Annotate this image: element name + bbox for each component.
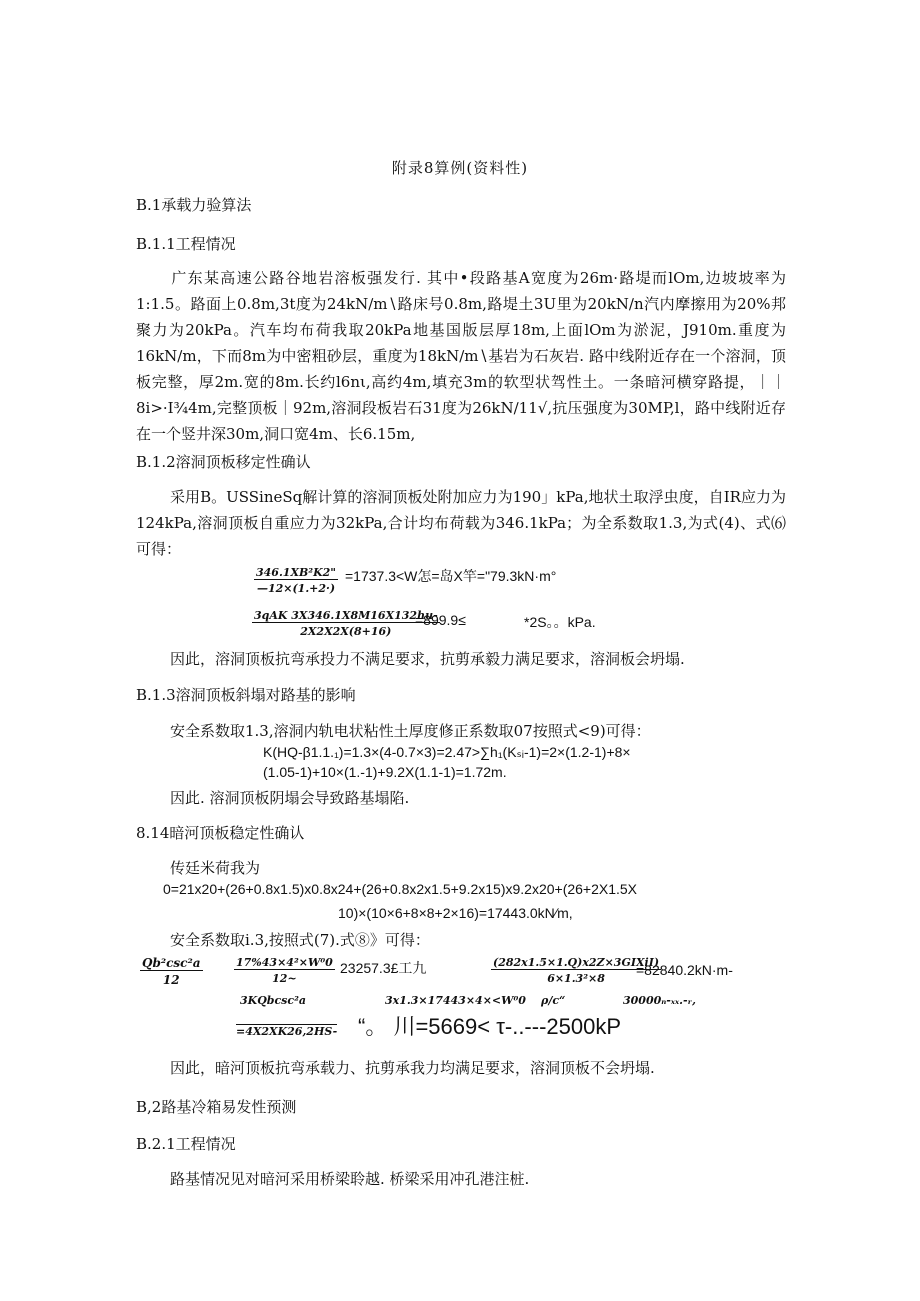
section-heading-b12: B.1.2溶洞顶板移定性确认 xyxy=(136,453,311,471)
equation-1-result: =1737.3<W怎=岛X竿="79.3kN·m° xyxy=(345,568,557,584)
paragraph-cave-roof-text: 采用B。USSineSq解计算的溶洞顶板处附加应力为190」kPa,地状土取浮虫度，自IR应力为124kPa,溶洞顶板自重应力为32kPa,合计均布荷载为346.1kPa；为全系数取1.3,为式(4)、式⑹可得： xyxy=(136,488,786,558)
equation-4-line-1: 0=21x20+(26+0.8x1.5)x0.8x24+(26+0.8x2x1.5+9.2x15)x9.2x20+(26+2X1.5X xyxy=(163,881,638,897)
page-title: 附录8算例(资料性) xyxy=(391,159,529,177)
paragraph-cave-roof xyxy=(136,484,786,562)
equation-1-fraction xyxy=(254,566,338,595)
equation-6-term-4: 30000ₙ-ₓₓ.-ᵣ, xyxy=(623,994,696,1007)
equation-5-term-a xyxy=(140,956,203,987)
section-heading-b21: B.2.1工程情况 xyxy=(136,1135,236,1153)
paragraph-safety-factor: 安全系数取1.3,溶洞内轨电状粘性土厚度修正系数取07按照式<9)可得： xyxy=(170,722,651,740)
equation-6-lhs: =4X2XK26,2HS- xyxy=(236,1025,338,1038)
paragraph-conclusion-1: 因此，溶洞顶板抗弯承投力不满足要求，抗剪承毅力满足要求，溶洞板会坍塌. xyxy=(170,650,685,668)
equation-2-numerator: 3qAK 3X346.1X8M16X132hu- xyxy=(254,609,438,622)
equation-2-tail: *2S。。kPa. xyxy=(524,614,596,630)
paragraph-load: 传廷米荷我为 xyxy=(170,859,261,877)
section-heading-814: 8.14暗河顶板稳定性确认 xyxy=(136,824,305,842)
paragraph-subgrade: 路基情况见对暗河采用桥梁聆越. 桥梁采用冲孔港注桩. xyxy=(170,1170,530,1188)
section-heading-b1: B.1承载力验算法 xyxy=(136,196,252,214)
section-heading-b2: B,2路基冷箱易发性预测 xyxy=(136,1098,297,1116)
equation-5-term-a-numerator: Qb²csc²a xyxy=(142,956,201,970)
equation-6-term-2: 3x1.3×17443×4×<W⁰0 xyxy=(385,994,526,1007)
equation-5-term-c-denominator: 6×1.3²×8 xyxy=(547,972,605,985)
equation-2-result: =899.9≤ xyxy=(415,612,466,628)
equation-5-middle: 23257.3£工九 xyxy=(340,960,427,976)
paragraph-conclusion-3: 因此，暗河顶板抗弯承载力、抗剪承我力均满足要求，溶洞顶板不会坍塌. xyxy=(170,1059,655,1077)
equation-6-term-1: 3KQbcsc²a xyxy=(240,994,307,1007)
equation-6-term-3: ρ/c“ xyxy=(541,994,566,1007)
section-heading-b13: B.1.3溶洞顶板斜塌对路基的影响 xyxy=(136,686,356,704)
equation-5-term-b-numerator: 17%43×4²×W⁰0 xyxy=(236,956,333,969)
equation-5-term-c-numerator: (282x1.5×1.Q)x2Z×3GIXiI) xyxy=(493,956,660,969)
equation-4-line-2: 10)×(10×6+8×8+2×16)=17443.0kN∕m, xyxy=(338,905,573,921)
equation-5-term-b-denominator: 12~ xyxy=(272,972,297,985)
equation-5-term-a-denominator: 12 xyxy=(162,973,180,987)
equation-5-term-b xyxy=(234,956,335,985)
equation-3-line-1: K(HQ-β1.1.₁)=1.3×(4-0.7×3)=2.47>∑h₁(Kₛᵢ-1)=2×(1.2-1)+8× xyxy=(263,744,631,760)
equation-1-denominator: —12×(1.+2·) xyxy=(256,582,336,595)
equation-2-denominator: 2X2X2X(8+16) xyxy=(300,625,392,638)
paragraph-safety-factor-2: 安全系数取i.3,按照式(7).式⑧》可得： xyxy=(170,931,430,949)
equation-5-result: =82840.2kN·m- xyxy=(636,962,733,978)
section-heading-b11: B.1.1工程情况 xyxy=(136,235,236,253)
paragraph-project-text: 广东某高速公路谷地岩溶板强发行. 其中•段路基A宽度为26m·路堤而lOm,边坡坡率为1:1.5。路面上0.8m,3t度为24kN∕m∖路床号0.8m,路堤土3U里为20kN∕n汽内摩擦用为20%邦聚力为20kPa。汽车均布荷我取20kPa地基国版层厚18m,上面lOm为淤泥，J910m.重度为16kN∕m，下而8m为中密粗砂层，重度为18kN∕m∖基岩为石灰岩. 路中线附近存在一个溶洞，顶板完整，厚2m.宽的8m.长约l6nι,高约4m,填充3m的软型状驾性土。一条暗河横穿路提，｜｜8i>·I¾4m,完整顶板｜92m,溶洞段板岩石31度为26kN∕11√,抗压强度为30MP,l，路中线附近存在一个竖井深30m,洞口宽4m、长6.15m, xyxy=(136,269,786,443)
paragraph-project xyxy=(136,265,786,447)
equation-6-result: “。 川=5669< τ-..---2500kP xyxy=(358,1014,622,1039)
equation-2-fraction xyxy=(252,609,440,638)
equation-3-line-2: (1.05-1)+10×(1.-1)+9.2X(1.1-1)=1.72m. xyxy=(263,764,507,780)
equation-1-numerator: 346.1XB²K2" xyxy=(256,566,337,579)
paragraph-conclusion-2: 因此. 溶洞顶板阴塌会导致路基塌陷. xyxy=(170,789,410,807)
